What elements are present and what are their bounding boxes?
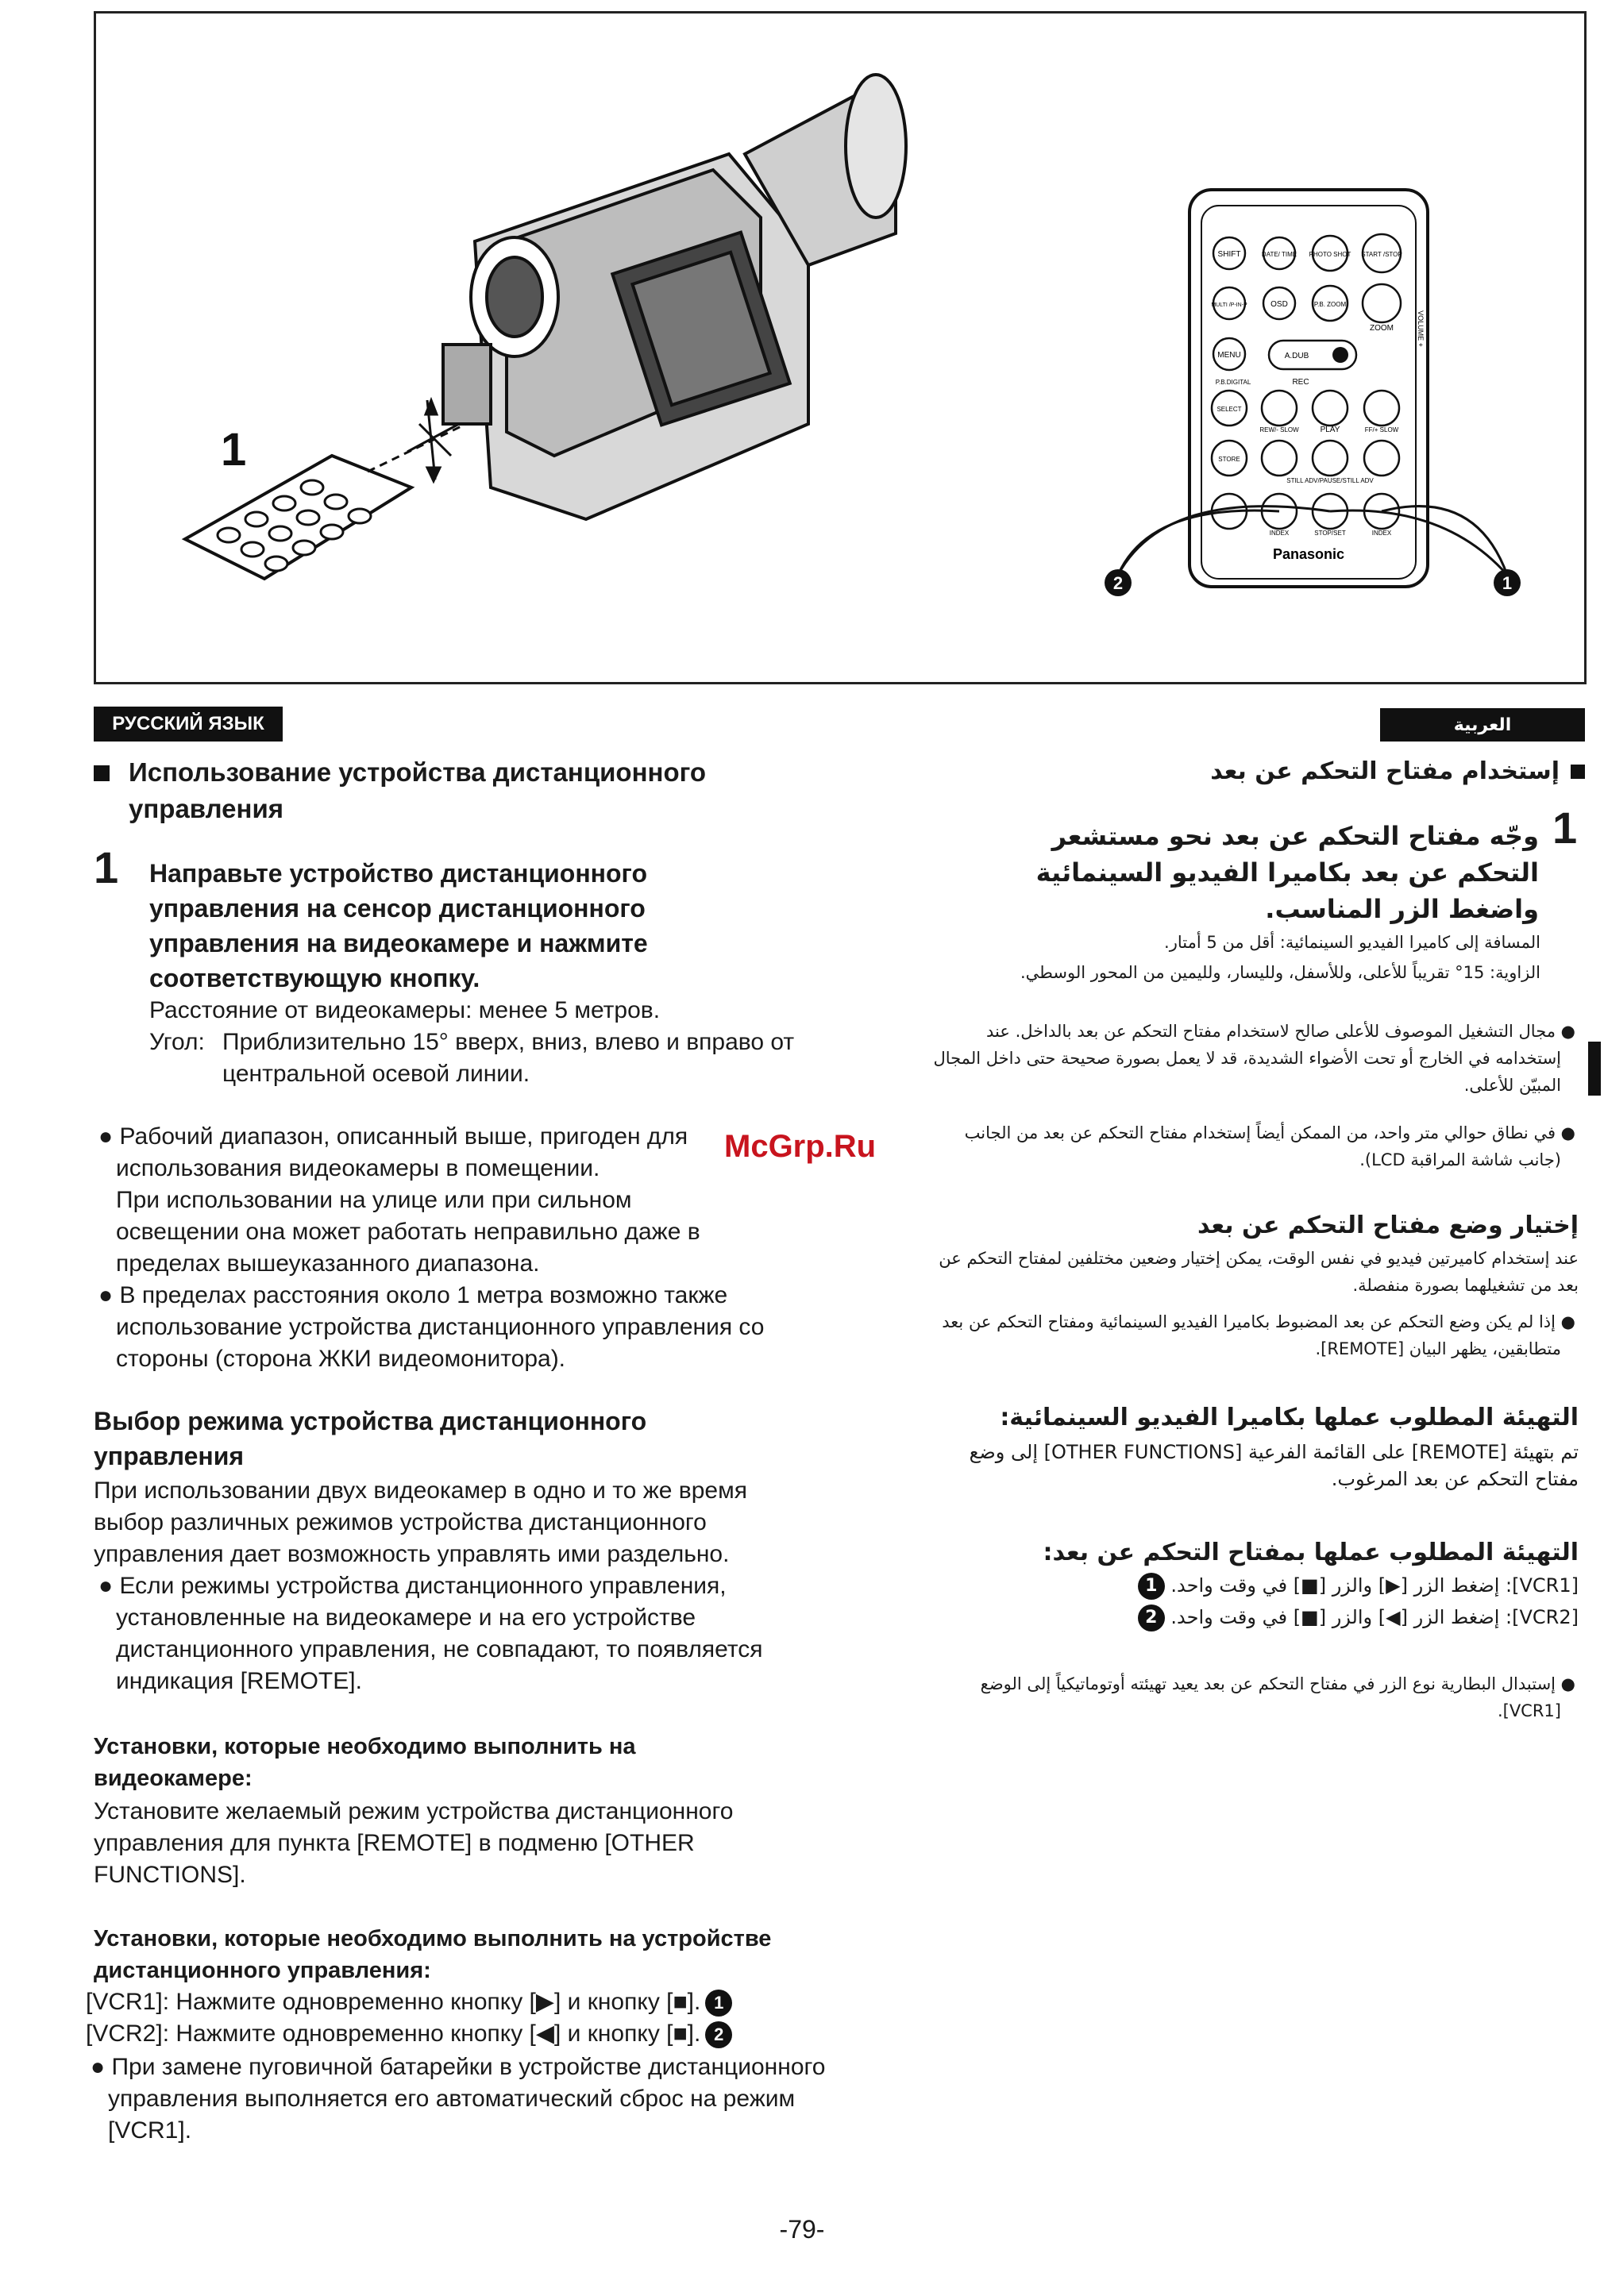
ar-note-2: ● في نطاق حوالي متر واحد، من الممكن أيضاً إستخدام مفتاح التحكم عن بعد من الجانب (جانب شاشة المراقبة LCD). <box>964 1123 1575 1169</box>
ru-angle-label: Угол: <box>149 1029 205 1055</box>
ru-battery-note-text: При замене пуговичной батарейки в устройстве дистанционного управления выполняется его автоматический сброс на режим [VCR1]. <box>108 2054 826 2144</box>
ar-battery-note: ● إستبدال البطارية نوع الزر في مفتاح التحكم عن بعد يعيد تهيئته أوتوماتيكياً إلى الوضع [VCR1]. <box>980 1674 1575 1720</box>
ru-step-number: 1 <box>94 842 119 892</box>
remote-label-play: PLAY <box>1320 426 1340 434</box>
ru-angle-block <box>149 1027 864 1090</box>
ru-note-2: ● В пределах расстояния около 1 метра возможно также использование устройства дистанционного управления со стороны (сторона ЖКИ видеомонитора). <box>98 1282 765 1372</box>
ru-vcr1-line <box>86 1986 864 2018</box>
ru-vcr2-line <box>86 2018 864 2050</box>
ru-mode-note: ● Если режимы устройства дистанционного управления, установленные на видеокамере и на его устройстве дистанционного управления, не совпадают, то появляется индикация [REMOTE]. <box>98 1573 763 1694</box>
ar-vcr2-line <box>1112 1602 1579 1632</box>
remote-label-stop-set: STOP/SET <box>1314 530 1346 537</box>
ar-step-text: وجّه مفتاح التحكم عن بعد نحو مستشعر التحكم عن بعد بكاميرا الفيديو السينمائية واضغط الزر المناسب. <box>1035 821 1539 924</box>
remote-label-index-left: INDEX <box>1269 530 1290 537</box>
ru-distance: Расстояние от видеокамеры: менее 5 метров. <box>149 997 661 1023</box>
step-1-label: 1 <box>221 424 247 476</box>
ar-mode-title: إختيار وضع مفتاح التحكم عن بعد <box>1197 1212 1579 1239</box>
ar-language-tag: العربية <box>1380 708 1585 742</box>
remote-label-still-adv: STILL ADV/PAUSE/STILL ADV <box>1286 477 1374 484</box>
remote-label-photo-shot: PHOTO SHOT <box>1309 251 1351 258</box>
remote-label-rec: REC <box>1292 378 1309 387</box>
ru-remote-settings-title: Установки, которые необходимо выполнить на устройстве дистанционного управления: <box>94 1926 772 1983</box>
watermark: McGrp.Ru <box>724 1129 877 1164</box>
ru-mode-text: При использовании двух видеокамер в одно и то же время выбор различных режимов устройства дистанционного управления дает возможность управлять ими раздельно. <box>94 1477 747 1567</box>
remote-brand: Panasonic <box>1272 546 1345 562</box>
remote-label-index-right: INDEX <box>1371 530 1392 537</box>
ru-section-title: Использование устройства дистанционного управления <box>129 757 707 823</box>
ru-vcr2: [VCR2]: Нажмите одновременно кнопку [◀] и кнопку [■]. <box>86 2021 701 2047</box>
ar-note-1-text: مجال التشغيل الموصوف للأعلى صالح لاستخدام مفتاح التحكم عن بعد بالداخل. عند إستخدامه في الخارج أو تحت الأضواء الشديدة، قد لا يعمل بصورة صحيحة حتى داخل المجال المبيّن للأعلى. <box>933 1022 1561 1095</box>
ar-angle: الزاوية: 15° تقريباً للأعلى، وللأسفل، ولليسار، ولليمين من المحور الوسطي. <box>1020 963 1540 982</box>
remote-label-menu: MENU <box>1217 351 1241 360</box>
circle-2-icon: 2 <box>1138 1605 1165 1631</box>
ru-note-1: ● Рабочий диапазон, описанный выше, пригоден для использования видеокамеры в помещении. При использовании на улице или при сильном освещении она может работать неправильно даже в пределах вышеуказанного диапазона. <box>94 1121 753 1280</box>
ru-cam-settings-title: Установки, которые необходимо выполнить на видеокамере: <box>94 1734 636 1791</box>
ru-note-2-text: В пределах расстояния около 1 метра возможно также использование устройства дистанционного управления со стороны (сторона ЖКИ видеомонитора). <box>116 1282 765 1372</box>
handheld-remote-icon <box>185 424 411 579</box>
remote-label-a-dub: A.DUB <box>1284 352 1309 360</box>
ru-cam-settings-text: Установите желаемый режим устройства дистанционного управления для пункта [REMOTE] в подменю [OTHER FUNCTIONS]. <box>94 1798 734 1888</box>
ru-mode-note-text: Если режимы устройства дистанционного управления, установленные на видеокамере и на его устройстве дистанционного управления, не совпадают, то появляется индикация [REMOTE]. <box>116 1573 763 1694</box>
camcorder-remote-illustration <box>94 11 1587 684</box>
ru-language-tag: РУССКИЙ ЯЗЫК <box>94 707 283 742</box>
remote-label-pb-zoom: P.B. ZOOM <box>1313 301 1347 308</box>
ar-note-2-text: في نطاق حوالي متر واحد، من الممكن أيضاً إستخدام مفتاح التحكم عن بعد من الجانب (جانب شاشة المراقبة LCD). <box>964 1123 1561 1169</box>
side-tab-marker <box>1588 1042 1601 1096</box>
ar-battery-note-text: إستبدال البطارية نوع الزر في مفتاح التحكم عن بعد يعيد تهيئته أوتوماتيكياً إلى الوضع [VCR1]. <box>980 1674 1561 1720</box>
remote-label-volume: VOLUME + <box>1417 310 1425 347</box>
ar-mode-text: عند إستخدام كاميرتين فيديو في نفس الوقت، يمكن إختيار وضعين مختلفين لمفتاح التحكم عن بعد من تشغيلهما بصورة منفصلة. <box>939 1249 1579 1295</box>
circle-1-icon: 1 <box>705 1990 732 2017</box>
ru-angle-text: Приблизительно 15° вверх, вниз, влево и вправо от центральной осевой линии. <box>222 1029 795 1087</box>
ar-section-header <box>873 756 1585 788</box>
page-number: -79- <box>779 2215 825 2244</box>
square-bullet-icon <box>1571 765 1585 779</box>
ar-mode-note-text: إذا لم يكن وضع التحكم عن بعد المضبوط بكاميرا الفيديو السينمائية ومفتاح التحكم عن بعد متطابقين، يظهر البيان [REMOTE]. <box>942 1312 1561 1358</box>
ru-step-text: Направьте устройство дистанционного управления на сенсор дистанционного управления на видеокамере и нажмите соответствующую кнопку. <box>149 859 648 992</box>
remote-label-shift: SHIFT <box>1217 250 1241 259</box>
remote-label-multi-pinp: MULTI /P-IN-P <box>1211 302 1247 308</box>
ar-remote-title: التهيئة المطلوب عملها بمفتاح التحكم عن بعد: <box>1043 1539 1579 1566</box>
square-bullet-icon <box>94 765 110 781</box>
ar-distance: المسافة إلى كاميرا الفيديو السينمائية: أقل من 5 أمتار. <box>1164 933 1540 952</box>
ar-step-number: 1 <box>1552 803 1578 853</box>
ar-vcr1: [VCR1]: إضغط الزر [▶] والزر [■] في وقت واحد. <box>1170 1574 1579 1597</box>
remote-label-rew: REW/- SLOW <box>1259 426 1299 433</box>
ru-mode-title: Выбор режима устройства дистанционного управления <box>94 1407 647 1470</box>
remote-label-zoom: ZOOM <box>1370 324 1394 333</box>
ru-note-1a: Рабочий диапазон, описанный выше, пригоден для использования видеокамеры в помещении. <box>116 1123 688 1181</box>
camcorder-icon <box>443 75 906 519</box>
remote-label-pb-digital: P.B.DIGITAL <box>1215 379 1251 386</box>
ru-section-header <box>94 754 792 827</box>
circle-1-icon: 1 <box>1138 1573 1165 1600</box>
ar-vcr2: [VCR2]: إضغط الزر [◀] والزر [■] في وقت واحد. <box>1170 1606 1579 1628</box>
remote-diagram <box>1105 190 1521 596</box>
ru-battery-note: ● При замене пуговичной батарейки в устройстве дистанционного управления выполняется его автоматический сброс на режим [VCR1]. <box>91 2054 826 2144</box>
ru-note-1b: При использовании на улице или при сильном освещении она может работать неправильно даже в пределах вышеуказанного диапазона. <box>116 1187 700 1277</box>
remote-label-select: SELECT <box>1216 406 1242 413</box>
ar-cam-text: تم بتهيئة [REMOTE] على القائمة الفرعية [OTHER FUNCTIONS] إلى وضع مفتاح التحكم عن بعد المرغوب. <box>969 1441 1579 1490</box>
remote-label-ff: FF/+ SLOW <box>1364 426 1399 433</box>
ar-note-1: ● مجال التشغيل الموصوف للأعلى صالح لاستخدام مفتاح التحكم عن بعد بالداخل. عند إستخدامه في الخارج أو تحت الأضواء الشديدة، قد لا يعمل بصورة صحيحة حتى داخل المجال المبيّن للأعلى. <box>933 1022 1575 1095</box>
remote-label-date-time: DATE/ TIME <box>1261 251 1297 258</box>
remote-label-start-stop: START /STOP <box>1361 251 1402 258</box>
remote-label-osd: OSD <box>1270 300 1288 309</box>
ru-vcr1: [VCR1]: Нажмите одновременно кнопку [▶] и кнопку [■]. <box>86 1989 701 2015</box>
ar-cam-title: التهيئة المطلوب عملها بكاميرا الفيديو السينمائية: <box>1000 1404 1579 1431</box>
ar-mode-note: ● إذا لم يكن وضع التحكم عن بعد المضبوط بكاميرا الفيديو السينمائية ومفتاح التحكم عن بعد متطابقين، يظهر البيان [REMOTE]. <box>942 1312 1575 1358</box>
ar-vcr1-line <box>1112 1570 1579 1601</box>
ar-section-title: إستخدام مفتاح التحكم عن بعد <box>1210 757 1560 785</box>
callout-2: 2 <box>1112 573 1124 593</box>
circle-2-icon: 2 <box>705 2021 732 2048</box>
remote-label-store: STORE <box>1218 456 1240 463</box>
callout-1: 1 <box>1502 573 1513 593</box>
